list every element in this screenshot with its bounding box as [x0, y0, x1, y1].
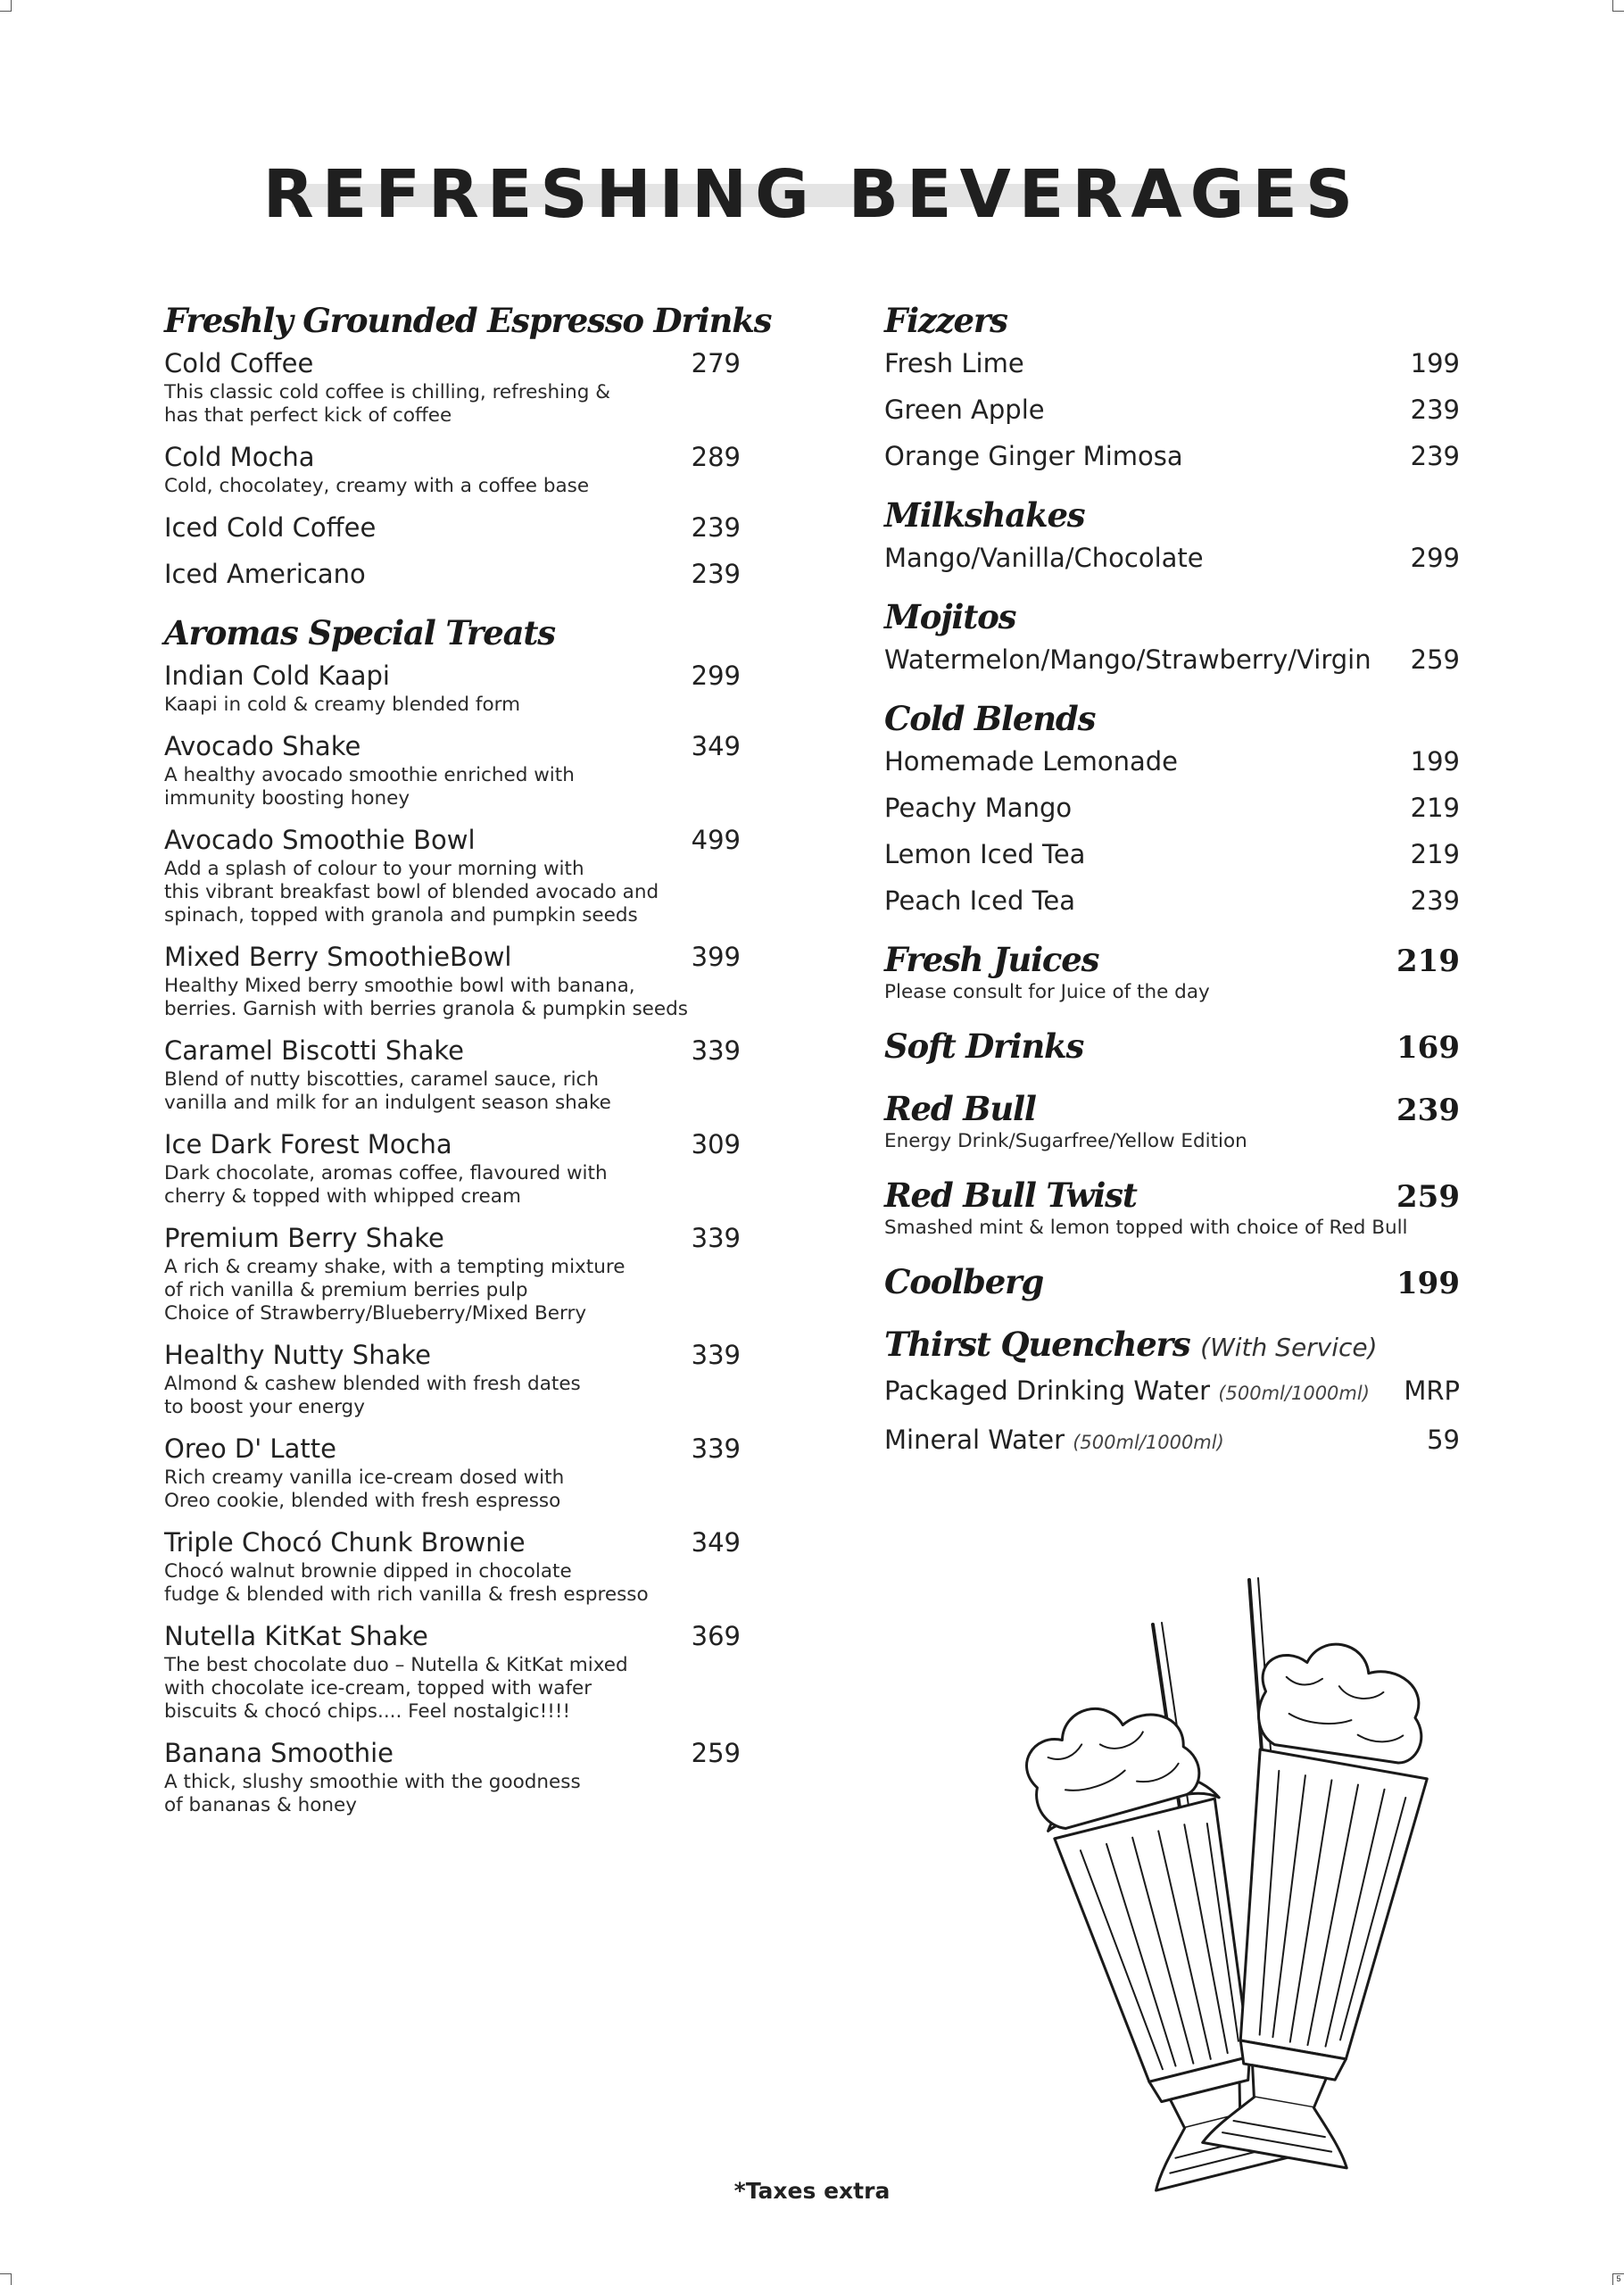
menu-item-price: 279 — [691, 348, 741, 378]
fizzers-list — [884, 346, 1460, 473]
menu-item-name-wrap — [164, 1736, 394, 1770]
menu-item-price: 339 — [691, 1035, 741, 1066]
menu-item — [884, 1423, 1460, 1459]
section-cold-blends — [884, 698, 1460, 918]
price: 239 — [1396, 1093, 1460, 1128]
red-bull-row — [884, 1088, 1460, 1129]
menu-item-row — [884, 541, 1460, 575]
menu-item-name: Triple Chocó Chunk Brownie — [164, 1527, 526, 1558]
title-wrap — [0, 154, 1624, 236]
section-fresh-juices — [884, 939, 1460, 1004]
menu-item-row — [884, 884, 1460, 918]
menu-item-price: MRP — [1404, 1375, 1460, 1406]
menu-item-price: 349 — [691, 1527, 741, 1558]
menu-item-row — [164, 440, 741, 474]
section-heading: Cold Blends — [884, 699, 1096, 738]
menu-item-description: Rich creamy vanilla ice-cream dosed with Oreo cookie, blended with fresh espresso — [164, 1467, 565, 1512]
menu-item-price: 259 — [691, 1738, 741, 1768]
section-fizzers — [884, 300, 1460, 473]
menu-item-name-wrap — [884, 1374, 1370, 1410]
menu-item-name-wrap — [164, 1221, 444, 1255]
menu-item — [164, 1338, 741, 1419]
menu-item — [164, 1432, 741, 1513]
crop-mark-top-right — [1612, 0, 1624, 12]
section-heading: Fizzers — [884, 301, 1007, 340]
menu-item-row — [164, 729, 741, 763]
menu-item-row — [164, 1221, 741, 1255]
fresh-juices-row — [884, 939, 1460, 980]
mojitos-list — [884, 643, 1460, 677]
menu-item-name: Lemon Iced Tea — [884, 839, 1086, 869]
menu-item — [164, 557, 741, 591]
menu-item-name: Oreo D' Latte — [164, 1433, 336, 1464]
menu-item-name: Orange Ginger Mimosa — [884, 441, 1183, 471]
menu-item — [884, 346, 1460, 380]
menu-item-name-wrap — [884, 1423, 1224, 1459]
menu-item-row — [164, 823, 741, 857]
menu-item-name-wrap — [164, 1338, 431, 1372]
section-heading: Fresh Juices — [884, 940, 1099, 979]
price: 219 — [1396, 943, 1460, 979]
menu-item-price: 339 — [691, 1433, 741, 1464]
menu-item-row — [884, 643, 1460, 677]
menu-item-price: 339 — [691, 1223, 741, 1253]
menu-item-name: Premium Berry Shake — [164, 1223, 444, 1253]
menu-item-row — [884, 439, 1460, 473]
menu-item — [884, 393, 1460, 427]
menu-item-row — [884, 393, 1460, 427]
menu-item-name-wrap — [164, 1127, 452, 1161]
menu-item — [884, 884, 1460, 918]
menu-item-description: Kaapi in cold & creamy blended form — [164, 694, 521, 716]
crop-mark-bottom-left — [0, 2273, 12, 2285]
menu-item-price: 219 — [1410, 839, 1460, 869]
menu-item-row — [164, 511, 741, 544]
menu-item — [164, 1221, 741, 1325]
menu-item-description: Dark chocolate, aromas coffee, flavoured with cherry & topped with whipped cream — [164, 1162, 608, 1208]
menu-item — [164, 659, 741, 717]
menu-item-price: 299 — [1410, 543, 1460, 573]
menu-item-name: Watermelon/Mango/Strawberry/Virgin — [884, 644, 1371, 675]
menu-item-price: 299 — [691, 661, 741, 691]
menu-item-row — [884, 744, 1460, 778]
menu-item-description: Add a splash of colour to your morning with this vibrant breakfast bowl of blended avocado and spinach, topped with granola and pumpkin seeds — [164, 858, 659, 926]
menu-item-name-wrap — [884, 346, 1024, 380]
menu-item-name-wrap — [884, 643, 1371, 677]
menu-item-row — [164, 1525, 741, 1559]
menu-item-row — [164, 659, 741, 693]
menu-item-name: Packaged Drinking Water — [884, 1375, 1211, 1406]
section-soft-drinks — [884, 1026, 1460, 1067]
menu-item — [164, 511, 741, 544]
menu-item-name-wrap — [884, 393, 1045, 427]
menu-item — [164, 346, 741, 428]
menu-item-name-wrap — [164, 1034, 464, 1068]
menu-item-price: 499 — [691, 825, 741, 855]
menu-item-name: Avocado Smoothie Bowl — [164, 825, 476, 855]
menu-item-row — [884, 791, 1460, 825]
menu-item — [164, 729, 741, 810]
page-number: 5 — [1612, 2273, 1624, 2285]
section-coolberg — [884, 1261, 1460, 1302]
menu-item-description: A thick, slushy smoothie with the goodness of bananas & honey — [164, 1771, 581, 1816]
menu-item-name-wrap — [164, 940, 511, 974]
menu-item-row — [164, 1736, 741, 1770]
menu-item-name-wrap — [164, 511, 376, 544]
menu-item-price: 59 — [1427, 1425, 1460, 1455]
left-column — [164, 300, 772, 1839]
menu-item-name-wrap — [164, 823, 476, 857]
menu-item-price: 369 — [691, 1621, 741, 1651]
menu-item-name-wrap — [164, 659, 390, 693]
menu-item-price: 289 — [691, 442, 741, 472]
menu-item-description: Healthy Mixed berry smoothie bowl with banana, berries. Garnish with berries granola & pumpkin seeds — [164, 975, 688, 1020]
espresso-list — [164, 346, 741, 591]
menu-item — [884, 1374, 1460, 1410]
menu-item-name-wrap — [884, 884, 1075, 918]
menu-item-row — [164, 940, 741, 974]
menu-item-price: 399 — [691, 942, 741, 972]
soft-drinks-row — [884, 1026, 1460, 1067]
menu-item-name: Mineral Water — [884, 1425, 1065, 1455]
menu-item — [164, 1525, 741, 1607]
section-aromas — [164, 612, 741, 1817]
thirst-list — [884, 1374, 1460, 1459]
menu-item-row — [164, 346, 741, 380]
menu-item-description: A healthy avocado smoothie enriched with immunity boosting honey — [164, 764, 575, 810]
menu-item-price: 239 — [1410, 885, 1460, 916]
section-heading: Aromas Special Treats — [164, 613, 555, 652]
section-red-bull — [884, 1088, 1460, 1153]
menu-item-name-wrap — [884, 541, 1204, 575]
item-description: Energy Drink/Sugarfree/Yellow Edition — [884, 1130, 1247, 1152]
section-heading: Mojitos — [884, 597, 1016, 636]
section-heading: Coolberg — [884, 1262, 1044, 1301]
menu-item-name: Mixed Berry SmoothieBowl — [164, 942, 512, 972]
menu-item-unit: (500ml/1000ml) — [1073, 1432, 1224, 1453]
cold-blends-list — [884, 744, 1460, 918]
menu-item-name: Cold Coffee — [164, 348, 314, 378]
menu-item-name-wrap — [164, 1432, 336, 1466]
menu-item — [884, 439, 1460, 473]
menu-item-name: Ice Dark Forest Mocha — [164, 1129, 452, 1159]
menu-item-row — [164, 557, 741, 591]
menu-item-price: 239 — [1410, 395, 1460, 425]
section-thirst-quenchers — [884, 1324, 1460, 1459]
menu-item-description: Blend of nutty biscotties, caramel sauce, rich vanilla and milk for an indulgent season shake — [164, 1068, 611, 1114]
menu-item-price: 259 — [1410, 644, 1460, 675]
menu-item — [884, 541, 1460, 575]
menu-item-price: 199 — [1410, 746, 1460, 777]
section-heading: Soft Drinks — [884, 1026, 1084, 1066]
section-heading: Freshly Grounded Espresso Drinks — [164, 301, 772, 340]
menu-item-name-wrap — [164, 346, 313, 380]
menu-item-name: Banana Smoothie — [164, 1738, 394, 1768]
menu-item-price: 199 — [1410, 348, 1460, 378]
menu-item — [884, 791, 1460, 825]
menu-item — [164, 940, 741, 1021]
page-title: REFRESHING BEVERAGES — [262, 156, 1362, 233]
price: 169 — [1396, 1030, 1460, 1066]
section-heading-text: Thirst Quenchers — [884, 1325, 1190, 1364]
menu-item — [164, 1034, 741, 1115]
menu-item — [164, 1736, 741, 1817]
menu-item-description: Cold, chocolatey, creamy with a coffee base — [164, 475, 590, 497]
menu-item — [884, 643, 1460, 677]
menu-item-name-wrap — [164, 557, 366, 591]
menu-item — [164, 1127, 741, 1209]
menu-item-row — [884, 837, 1460, 871]
menu-item — [884, 744, 1460, 778]
menu-item-description: A rich & creamy shake, with a tempting mixture of rich vanilla & premium berries pulp Choice of Strawberry/Blueberry/Mixed Berry — [164, 1256, 626, 1325]
section-heading: Red Bull Twist — [884, 1176, 1137, 1215]
menu-item-unit: (500ml/1000ml) — [1218, 1383, 1370, 1404]
menu-item-name-wrap — [164, 1525, 526, 1559]
menu-item-row — [164, 1127, 741, 1161]
item-description: Smashed mint & lemon topped with choice of Red Bull — [884, 1217, 1408, 1239]
menu-item-name-wrap — [164, 440, 315, 474]
menu-item-name: Mango/Vanilla/Chocolate — [884, 543, 1204, 573]
menu-item-name: Peachy Mango — [884, 793, 1073, 823]
menu-item-name-wrap — [164, 1619, 428, 1653]
menu-item-name: Avocado Shake — [164, 731, 361, 761]
menu-item — [164, 823, 741, 927]
menu-item-description: The best chocolate duo – Nutella & KitKat mixed with chocolate ice-cream, topped with wafer biscuits & chocó chips.... Feel nostalgic!!!! — [164, 1654, 628, 1723]
menu-item-price: 349 — [691, 731, 741, 761]
menu-item-price: 239 — [691, 559, 741, 589]
menu-item-price: 309 — [691, 1129, 741, 1159]
menu-item-name: Indian Cold Kaapi — [164, 661, 390, 691]
menu-item-row — [884, 346, 1460, 380]
right-column — [884, 300, 1460, 1481]
taxes-footnote: *Taxes extra — [733, 2178, 891, 2204]
section-espresso — [164, 300, 772, 591]
menu-item-description: Almond & cashew blended with fresh dates to boost your energy — [164, 1373, 581, 1418]
menu-item-name: Caramel Biscotti Shake — [164, 1035, 465, 1066]
menu-item-price: 339 — [691, 1340, 741, 1370]
section-red-bull-twist — [884, 1175, 1460, 1240]
menu-item-name-wrap — [164, 729, 360, 763]
item-description: Please consult for Juice of the day — [884, 981, 1210, 1003]
milkshake-glasses-illustration — [999, 1571, 1499, 2196]
menu-item-name: Cold Mocha — [164, 442, 315, 472]
price: 199 — [1396, 1266, 1460, 1301]
menu-item-name: Fresh Lime — [884, 348, 1024, 378]
price: 259 — [1396, 1179, 1460, 1215]
menu-item-name: Green Apple — [884, 395, 1045, 425]
menu-item-name: Nutella KitKat Shake — [164, 1621, 428, 1651]
aromas-list — [164, 659, 741, 1817]
menu-item-name-wrap — [884, 439, 1183, 473]
menu-item-row — [164, 1338, 741, 1372]
menu-item-name-wrap — [884, 837, 1085, 871]
menu-item-description: Chocó walnut brownie dipped in chocolate fudge & blended with rich vanilla & fresh espresso — [164, 1560, 649, 1606]
menu-item-name: Iced Cold Coffee — [164, 512, 377, 543]
coolberg-row — [884, 1261, 1460, 1302]
menu-item-row — [884, 1423, 1460, 1459]
menu-item-row — [164, 1034, 741, 1068]
menu-item-price: 219 — [1410, 793, 1460, 823]
menu-item-row — [164, 1432, 741, 1466]
menu-item — [164, 1619, 741, 1724]
menu-item-name: Peach Iced Tea — [884, 885, 1075, 916]
menu-item-description: This classic cold coffee is chilling, refreshing & has that perfect kick of coffee — [164, 381, 611, 427]
menu-item-name-wrap — [884, 744, 1178, 778]
section-heading: Milkshakes — [884, 495, 1085, 535]
section-note: (With Service) — [1200, 1333, 1378, 1362]
crop-mark-top-left — [0, 0, 12, 12]
menu-item — [164, 440, 741, 498]
section-heading: Red Bull — [884, 1089, 1036, 1128]
section-heading — [884, 1324, 1460, 1368]
section-mojitos — [884, 596, 1460, 677]
menu-item-row — [884, 1374, 1460, 1410]
menu-item-name: Iced Americano — [164, 559, 366, 589]
menu-item-name: Homemade Lemonade — [884, 746, 1179, 777]
menu-item-price: 239 — [1410, 441, 1460, 471]
menu-item — [884, 837, 1460, 871]
menu-item-price: 239 — [691, 512, 741, 543]
section-milkshakes — [884, 494, 1460, 575]
menu-item-row — [164, 1619, 741, 1653]
menu-item-name: Healthy Nutty Shake — [164, 1340, 431, 1370]
milkshakes-list — [884, 541, 1460, 575]
red-bull-twist-row — [884, 1175, 1460, 1216]
menu-item-name-wrap — [884, 791, 1072, 825]
